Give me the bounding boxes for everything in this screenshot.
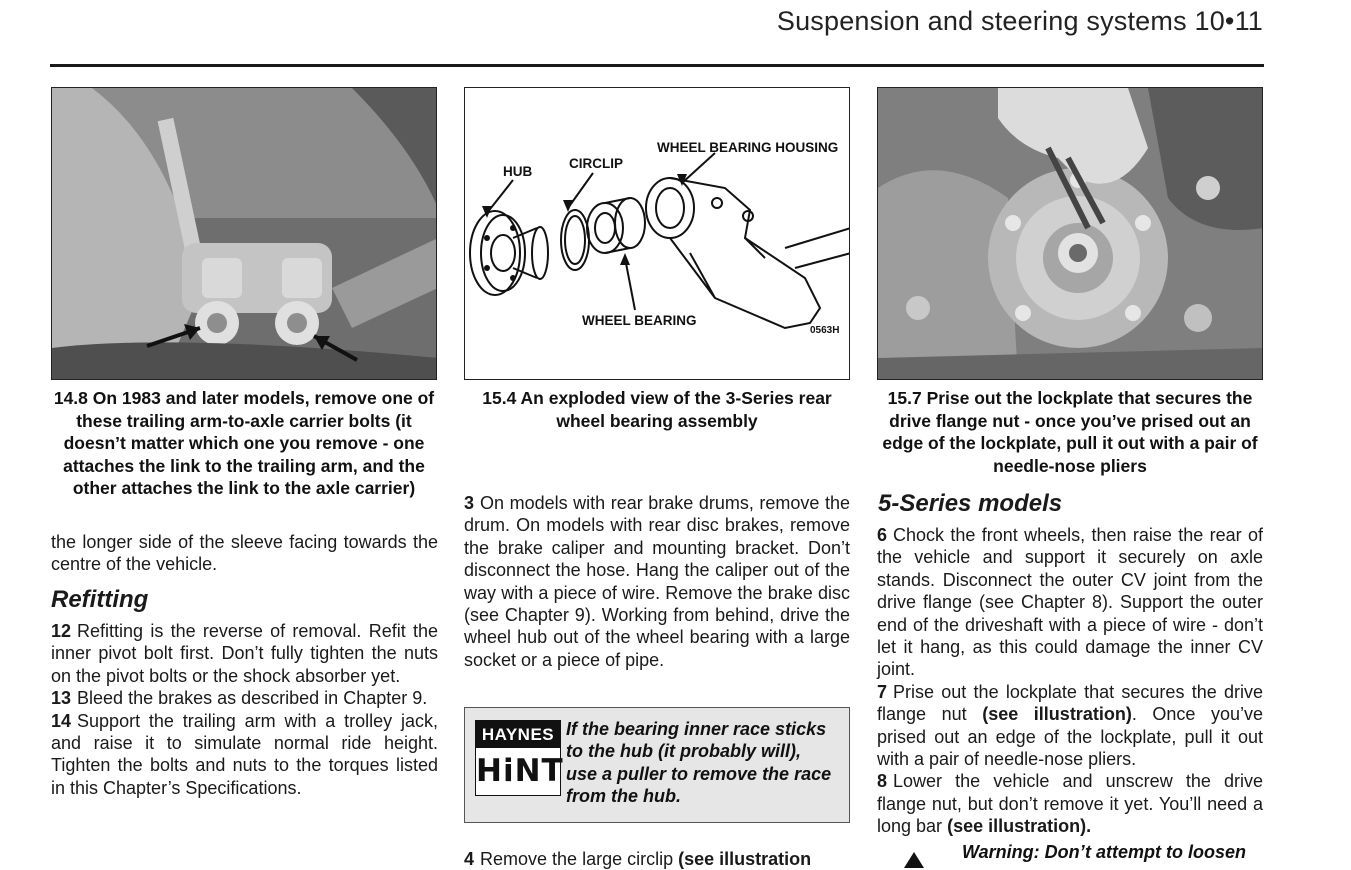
photo-14-8-drawing (52, 88, 437, 380)
diagram-15-4-drawing (465, 88, 850, 380)
photo-14-8 (51, 87, 437, 380)
step-text-continued: . Once you’ve prised out an edge of the lockplate, pull it out with a pair of needle-nose pliers. (877, 704, 1263, 770)
step-text: Refitting is the reverse of removal. Refit the inner pivot bolt first. Don’t fully tighten the nuts on the pivot bolts or the shock absorber yet. (51, 621, 438, 686)
caption-15-7: 15.7 Prise out the lockplate that secures the drive flange nut - once you’ve prised out an edge of the lockplate, pull it out with a pair of needle-nose pliers (882, 388, 1258, 476)
step-3 (464, 492, 850, 671)
diagram-label-bearing: WHEEL BEARING (582, 313, 697, 328)
heading-refitting: Refitting (51, 586, 149, 613)
step-text: Chock the front wheels, then raise the rear of the vehicle and support it securely on axle stands. Disconnect the outer CV joint from the drive flange (see Chapter 8). Support the outer end of the driveshaft with a piece of wire - don’t let it hang, as this could damage the inner CV joint. (877, 525, 1263, 680)
hint-text: If the bearing inner race sticks to the hub (it probably will), use a puller to remove the race from the hub. (566, 719, 832, 807)
step-number: 3 (464, 493, 475, 513)
step-text: Lower the vehicle and unscrew the drive flange nut, but don’t remove it yet. You’ll need a long bar (877, 771, 1263, 837)
step-number: 7 (877, 681, 888, 702)
header-title: Suspension and steering systems 10•11 (776, 6, 1263, 36)
heading-5-series: 5-Series models (878, 490, 1063, 517)
step-text: On models with rear brake drums, remove the drum. On models with rear disc brakes, remove the brake caliper and mounting bracket. Don’t disconnect the hose. Hang the caliper out of the way with a piece of wire. Remove the brake disc (see Chapter 9). Working from behind, drive the wheel hub out of the wheel bearing with a large socket or a piece of pipe. (464, 493, 850, 670)
col1-intro (51, 531, 438, 576)
step-number: 13 (51, 688, 72, 709)
diagram-15-4 (464, 87, 850, 380)
step-text: Bleed the brakes as described in Chapter 9. (77, 688, 428, 709)
step-text: Remove the large circlip (480, 849, 674, 869)
step-12 (51, 620, 438, 687)
col2-step4 (464, 848, 850, 870)
haynes-hint-logo (475, 720, 564, 796)
step-number: 6 (877, 525, 888, 545)
step-8 (877, 770, 1263, 837)
haynes-hint-box (464, 707, 850, 823)
step-number: 8 (877, 771, 888, 792)
step-number: 14 (51, 710, 72, 731)
photo-15-7 (877, 87, 1263, 380)
hint-logo-top: HAYNES (476, 721, 560, 748)
caption-15-4: 15.4 An exploded view of the 3-Series rear wheel bearing assembly (482, 388, 832, 431)
step-7 (877, 681, 1263, 771)
step-number: 4 (464, 849, 475, 869)
step-text: Prise out the lockplate that secures the drive flange nut (877, 681, 1263, 725)
step-4 (464, 848, 850, 870)
step-text: Support the trailing arm with a trolley jack, and raise it to simulate normal ride height. Tighten the bolts and nuts to the torques listed in this Chapter’s Specifications. (51, 710, 438, 798)
diagram-label-circlip: CIRCLIP (569, 156, 623, 171)
col1-intro-text: the longer side of the sleeve facing towards the centre of the vehicle. (51, 532, 438, 575)
see-illustration-ref: (see illustration (678, 849, 812, 869)
warning-text: Warning: Don’t attempt to loosen (962, 842, 1246, 862)
step-13 (51, 687, 438, 709)
step-number: 12 (51, 621, 72, 641)
see-illustration-ref: (see illustration). (947, 816, 1092, 837)
step-6 (877, 524, 1263, 681)
header-rule (50, 64, 1264, 67)
caption-14-8: 14.8 On 1983 and later models, remove one of these trailing arm-to-axle carrier bolts (it doesn’t matter which one you remove - one attaches the link to the trailing arm, and the other attaches the link to the axle carrier) (53, 388, 435, 498)
diagram-label-hub: HUB (503, 164, 533, 179)
col2-step3 (464, 492, 850, 671)
step-14 (51, 710, 438, 800)
diagram-label-housing: WHEEL BEARING HOUSING (657, 140, 839, 155)
col1-steps (51, 620, 438, 799)
hint-logo-bottom: HiNT (476, 753, 564, 789)
col3-steps (877, 524, 1263, 838)
diagram-code: 0563H (810, 325, 840, 336)
see-illustration-ref: (see illustration) (982, 704, 1132, 725)
photo-15-7-drawing (878, 88, 1263, 380)
